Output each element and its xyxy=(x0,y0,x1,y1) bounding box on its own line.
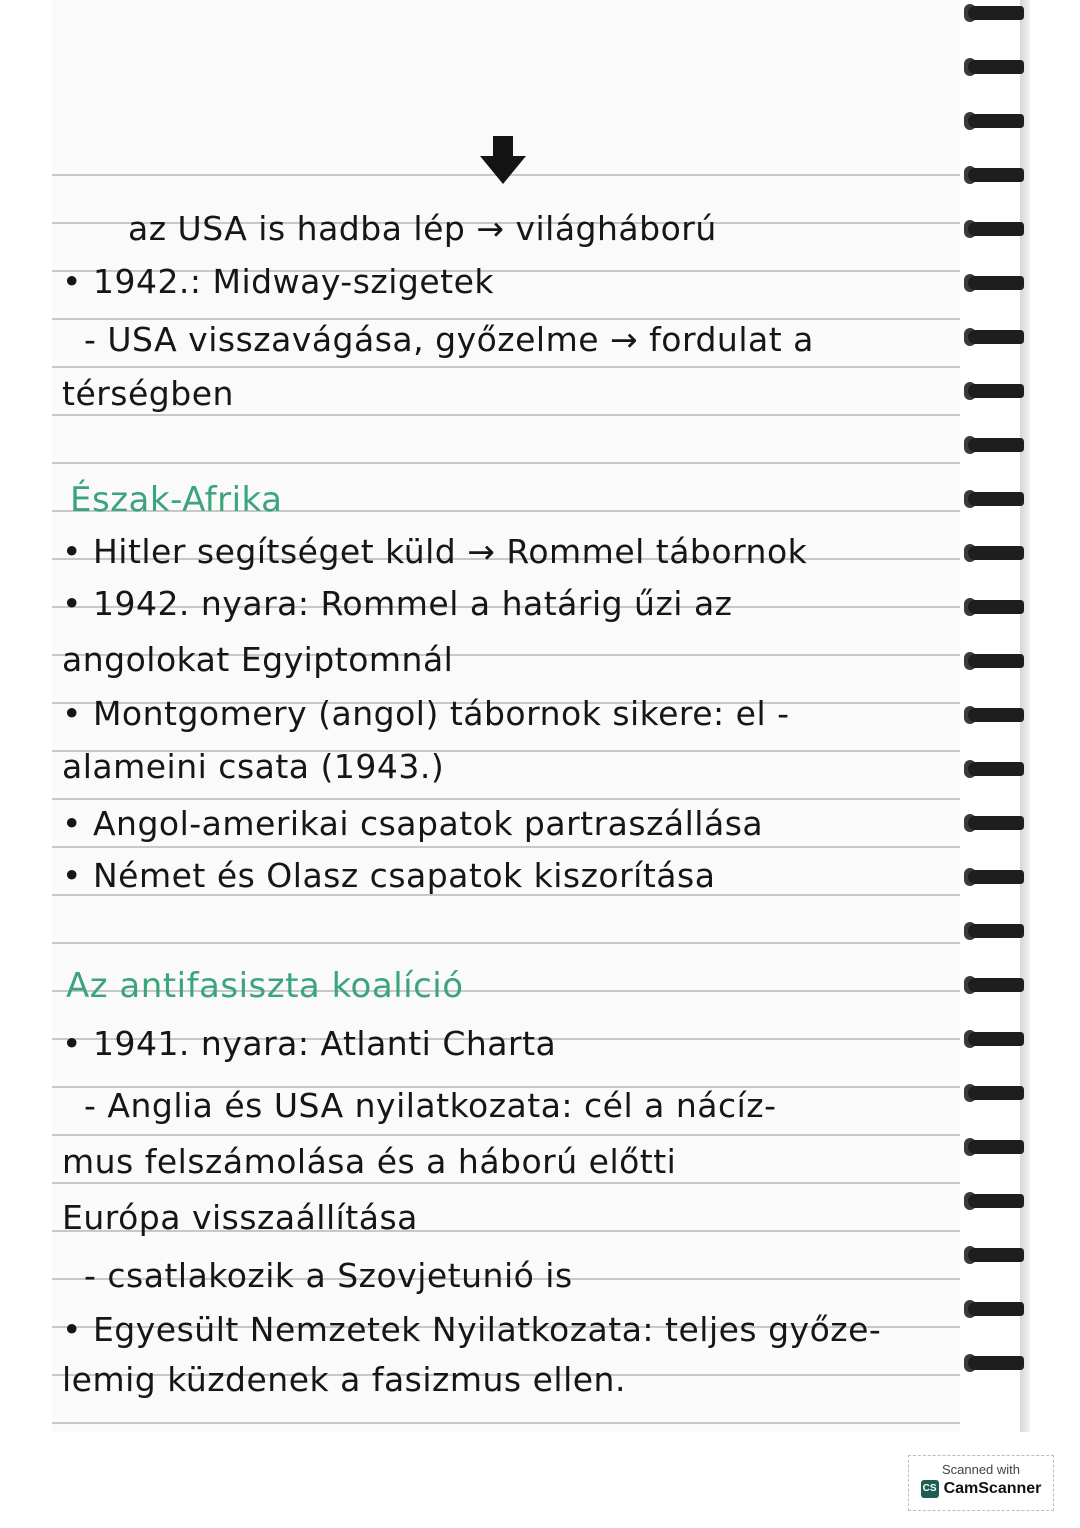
binding-ring xyxy=(962,486,1024,516)
binding-ring xyxy=(962,756,1024,786)
page-top-margin xyxy=(52,0,960,128)
watermark-brand-name: CamScanner xyxy=(943,1480,1042,1497)
binding-ring xyxy=(962,1350,1024,1380)
binding-ring xyxy=(962,54,1024,84)
note-line: • Montgomery (angol) tábornok sikere: el - xyxy=(62,694,790,733)
note-line: lemig küzdenek a fasizmus ellen. xyxy=(62,1360,626,1399)
note-line: • 1942. nyara: Rommel a határig űzi az xyxy=(62,584,733,623)
scanner-watermark xyxy=(908,1455,1054,1511)
binding-ring xyxy=(962,0,1024,30)
note-line: Európa visszaállítása xyxy=(62,1198,418,1237)
note-line: • 1942.: Midway-szigetek xyxy=(62,262,494,301)
note-line: mus felszámolása és a háború előtti xyxy=(62,1142,677,1181)
binding-ring xyxy=(962,864,1024,894)
binding-ring xyxy=(962,1296,1024,1326)
note-line: • Német és Olasz csapatok kiszorítása xyxy=(62,856,716,895)
note-line: alameini csata (1943.) xyxy=(62,747,445,786)
binding-ring xyxy=(962,1134,1024,1164)
section-heading: Észak-Afrika xyxy=(70,480,283,520)
binding-ring xyxy=(962,1188,1024,1218)
note-line: • Angol-amerikai csapatok partraszállása xyxy=(62,804,764,843)
down-arrow-icon xyxy=(478,134,528,186)
binding-ring xyxy=(962,1242,1024,1272)
binding-ring xyxy=(962,540,1024,570)
binding-ring xyxy=(962,918,1024,948)
note-line: • 1941. nyara: Atlanti Charta xyxy=(62,1024,557,1063)
binding-ring xyxy=(962,648,1024,678)
note-line: angolokat Egyiptomnál xyxy=(62,640,454,679)
note-line: - Anglia és USA nyilatkozata: cél a nácíz- xyxy=(84,1086,777,1125)
binding-ring xyxy=(962,1080,1024,1110)
binding-ring xyxy=(962,108,1024,138)
binding-ring xyxy=(962,810,1024,840)
binding-ring xyxy=(962,378,1024,408)
note-line: • Egyesült Nemzetek Nyilatkozata: teljes győze- xyxy=(62,1310,882,1349)
binding-ring xyxy=(962,432,1024,462)
binding-ring xyxy=(962,1026,1024,1056)
binding-ring xyxy=(962,702,1024,732)
binding-ring xyxy=(962,324,1024,354)
binding-ring xyxy=(962,972,1024,1002)
note-line: térségben xyxy=(62,374,234,413)
note-line: - csatlakozik a Szovjetunió is xyxy=(84,1256,573,1295)
watermark-caption: Scanned with xyxy=(941,1462,1021,1477)
binding-ring xyxy=(962,270,1024,300)
section-heading: Az antifasiszta koalíció xyxy=(66,966,464,1006)
binding-ring xyxy=(962,162,1024,192)
note-line: az USA is hadba lép → világháború xyxy=(128,209,717,248)
note-line: - USA visszavágása, győzelme → fordulat a xyxy=(84,320,814,359)
watermark-brand xyxy=(909,1480,1053,1498)
binding-ring xyxy=(962,594,1024,624)
camscanner-logo-icon: CS xyxy=(921,1480,939,1498)
note-line: • Hitler segítséget küld → Rommel tábornok xyxy=(62,532,808,571)
